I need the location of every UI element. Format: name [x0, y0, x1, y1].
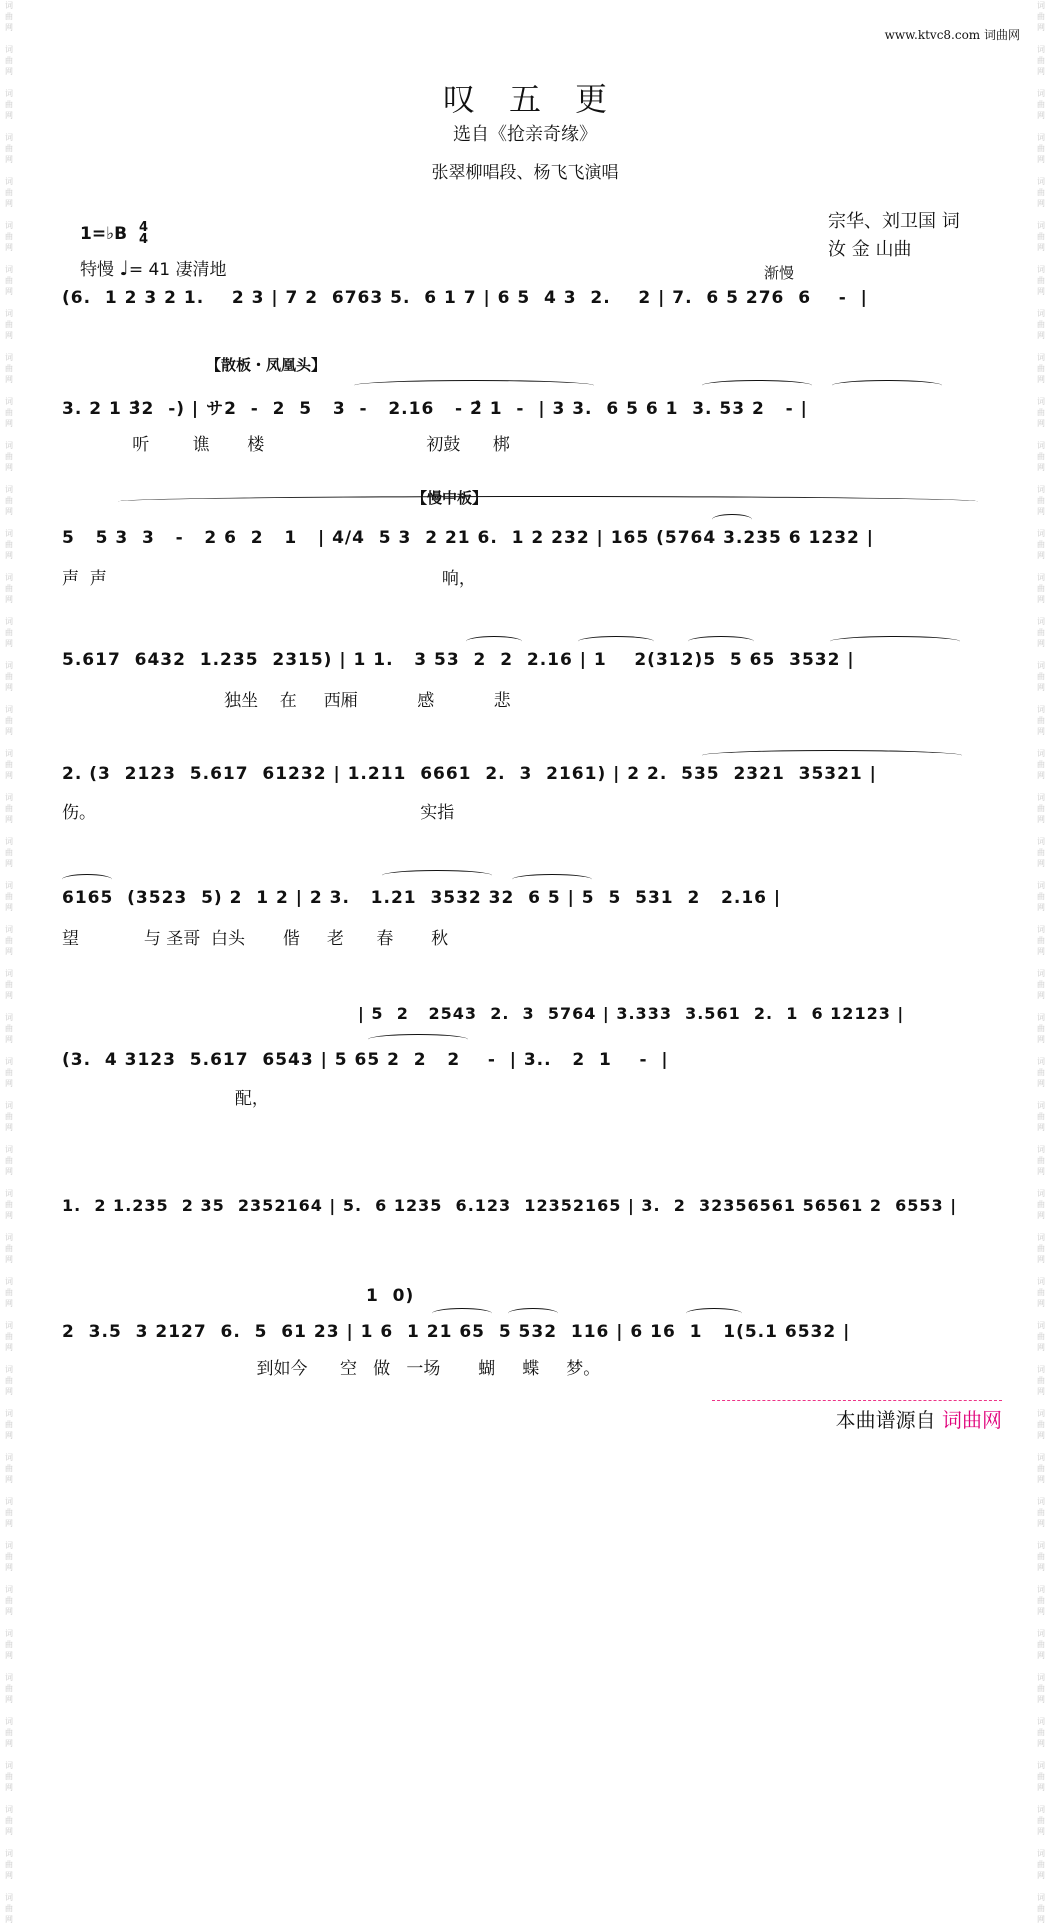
- tempo-bpm: = 41: [128, 260, 171, 280]
- slur: [368, 1034, 468, 1045]
- footer: [836, 1404, 1002, 1433]
- rit-marking: 渐慢: [764, 264, 795, 282]
- accompaniment-line: | 5 2 2543 2. 3 5764 | 3.333 3.561 2. 1 6 12123 |: [358, 1004, 905, 1023]
- site-header[interactable]: www.ktvc8.com 词曲网: [884, 28, 1020, 42]
- footer-brand-link[interactable]: 词曲网: [942, 1408, 1002, 1432]
- lyrics-line: 望 与 圣哥 白头 偕 老 春 秋: [62, 929, 449, 949]
- lyricist-credit: 宗华、刘卫国 词: [828, 211, 960, 232]
- section-sanban: 【散板・凤凰头】: [206, 356, 327, 374]
- watermark-right: 词 曲 网 词 曲 网 词 曲 网 词 曲 网 词 曲 网 词 曲 网 词 曲 网 词 曲 网 词 曲 网 词 曲 网 词 曲 网 词 曲 网 词 曲 网 词 曲 网 词 曲 网 词 曲 网 词 曲 网 词 曲 网 词 曲 网 词 曲 网 词 曲 网 词 曲 网 词 曲 网 词 曲 网 词 曲 网 词 曲 网 词 曲 网 词 曲 网 词 曲 网 词 曲 网 词 曲 网 词 曲 网 词 曲 网 词 曲 网 词 曲 网 词 曲 网 词 曲 网 词 曲 网 词 曲 网 词 曲 网 词 曲 网 词 曲 网 词 曲 网 词 曲 网: [1037, 1, 1045, 1924]
- song-title: 叹五更: [442, 80, 641, 118]
- lyrics-line: 伤。 实指: [62, 803, 455, 823]
- lyrics-line: 声 声 响，: [62, 569, 476, 589]
- composer-credit: 汝 金 山曲: [828, 239, 912, 260]
- notation-line: (3. 4 3123 5.617 6543 | 5 65 2 2 2 - | 3.. 2 1 - |: [62, 1050, 669, 1070]
- slur: [830, 636, 960, 647]
- performer-line: 张翠柳唱段、杨飞飞演唱: [431, 163, 619, 183]
- notation-line: 6165 (3523 5) 2 1 2 | 2 3. 1.21 3532 32 6 5 | 5 5 531 2 2.16 |: [62, 888, 782, 908]
- slur: [432, 1308, 492, 1319]
- footer-divider: [712, 1400, 1002, 1401]
- section-manzhongban: 【慢中板】: [412, 489, 488, 507]
- slur: [702, 750, 962, 761]
- lyrics-line: 配，: [62, 1089, 269, 1109]
- accompaniment-line: 1 0): [366, 1286, 415, 1306]
- notation-line: (6. 1 2 3 2 1. 2 3 | 7 2 6763 5. 6 1 7 | 6 5 4 3 2. 2 | 7. 6 5 276 6 - |: [62, 288, 868, 308]
- slur: [686, 1308, 742, 1319]
- tempo-mark: 特慢: [80, 260, 114, 280]
- credits: [828, 208, 960, 264]
- key-label: 1=♭B: [80, 224, 128, 244]
- key-signature: [80, 222, 148, 246]
- time-signature: [139, 222, 148, 246]
- quarter-note-icon: ♩: [119, 256, 129, 280]
- slur: [512, 874, 592, 885]
- slur: [688, 636, 754, 647]
- slur: [118, 496, 978, 507]
- notation-line: 5.617 6432 1.235 2315) | 1 1. 3 53 2 2 2.16 | 1 2(312)5 5 65 3532 |: [62, 650, 855, 670]
- song-subtitle: 选自《抢亲奇缘》: [453, 124, 597, 145]
- tempo-marking: [80, 255, 227, 280]
- notation-line: 1. 2 1.235 2 35 2352164 | 5. 6 1235 6.123 12352165 | 3. 2 32356561 56561 2 6553 |: [62, 1196, 958, 1215]
- slur: [832, 380, 942, 391]
- notation-line: 5 5 3 3 - 2 6 2 1 | 4/4 5 3 2 21 6. 1 2 232 | 165 (5764 3.235 6 1232 |: [62, 528, 874, 548]
- lyrics-line: 独坐 在 西厢 感 悲: [62, 691, 511, 711]
- watermark-left: 词 曲 网 词 曲 网 词 曲 网 词 曲 网 词 曲 网 词 曲 网 词 曲 网 词 曲 网 词 曲 网 词 曲 网 词 曲 网 词 曲 网 词 曲 网 词 曲 网 词 曲 网 词 曲 网 词 曲 网 词 曲 网 词 曲 网 词 曲 网 词 曲 网 词 曲 网 词 曲 网 词 曲 网 词 曲 网 词 曲 网 词 曲 网 词 曲 网 词 曲 网 词 曲 网 词 曲 网 词 曲 网 词 曲 网 词 曲 网 词 曲 网 词 曲 网 词 曲 网 词 曲 网 词 曲 网 词 曲 网 词 曲 网 词 曲 网 词 曲 网 词 曲 网: [5, 1, 13, 1924]
- slur: [712, 514, 752, 525]
- time-sig-top: 4: [138, 220, 149, 235]
- slur: [702, 380, 812, 391]
- time-sig-bottom: 4: [138, 232, 149, 247]
- lyrics-line: 听 谯 楼 初鼓 梆: [62, 435, 510, 455]
- footer-source: 本曲谱源自: [835, 1408, 936, 1432]
- notation-line: 3. 2 1 3̂2 -) | サ2 - 2 5 3 - 2.16 - 2̂ 1 - | 3 3. 6 5 6 1 3. 53 2 - |: [62, 399, 808, 419]
- slur: [466, 636, 522, 647]
- slur: [578, 636, 654, 647]
- slur: [62, 874, 112, 885]
- notation-line: 2 3.5 3 2127 6. 5 61 23 | 1 6 1 21 65 5 532 116 | 6 16 1 1(5.1 6532 |: [62, 1322, 851, 1342]
- slur: [382, 870, 492, 881]
- lyrics-line: 到如今 空 做 一场 蝴 蝶 梦。: [62, 1359, 601, 1379]
- slur: [354, 380, 594, 391]
- tempo-expression: 凄清地: [175, 260, 227, 280]
- slur: [508, 1308, 558, 1319]
- notation-line: 2. (3 2123 5.617 61232 | 1.211 6661 2. 3 2161) | 2 2. 535 2321 35321 |: [62, 764, 877, 784]
